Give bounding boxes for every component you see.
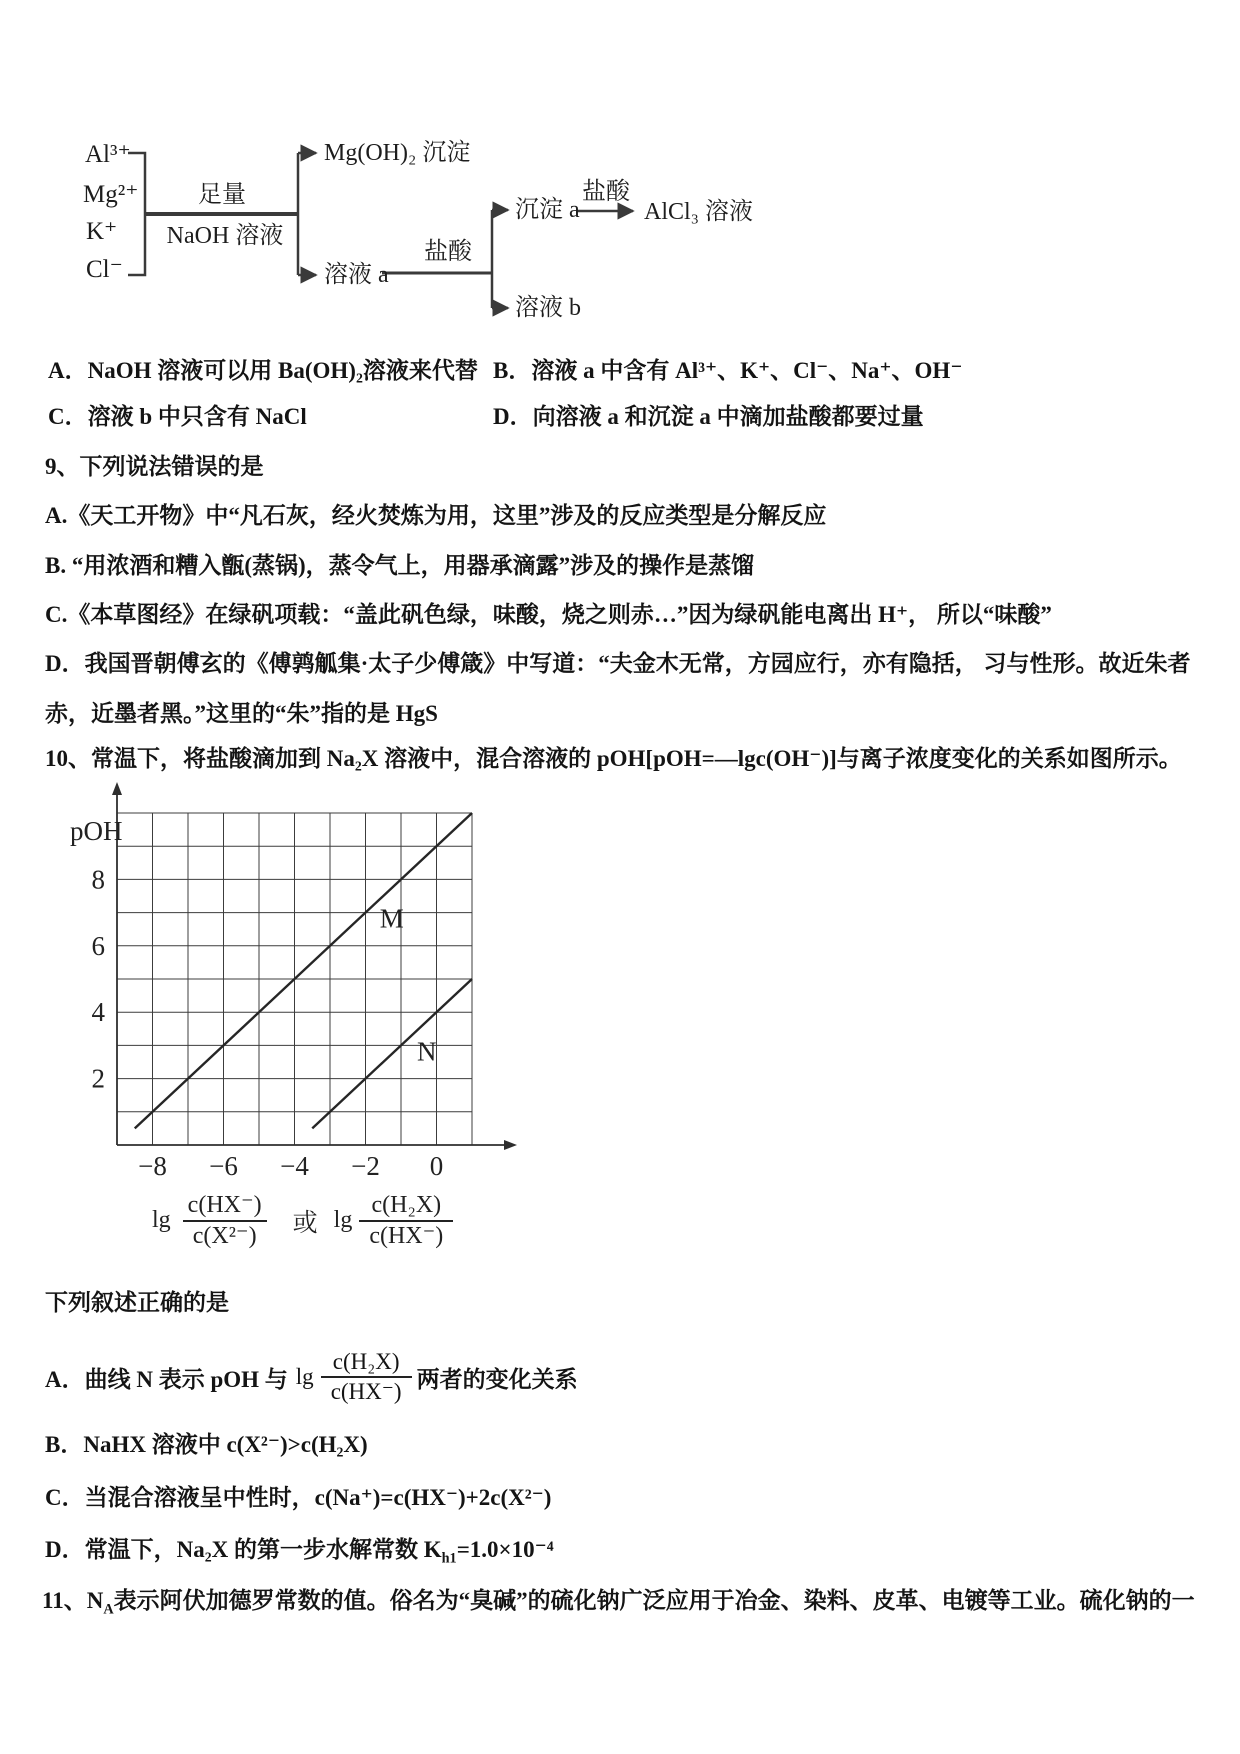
y-tick-label: 8 — [91, 864, 105, 895]
q10-option-d-pre: D．常温下，Na₂X 的第一步水解常数 K — [45, 1537, 442, 1562]
flowchart-figure — [60, 115, 820, 340]
fraction-hx-x2 — [178, 1192, 272, 1250]
ion-al: Al³⁺ — [85, 141, 131, 168]
q8-option-b: B．溶液 a 中含有 Al³⁺、K⁺、Cl⁻、Na⁺、OH⁻ — [493, 358, 963, 383]
x-tick-label: −6 — [209, 1151, 238, 1178]
y-tick-label: 4 — [91, 997, 105, 1028]
q9-stem: 9、下列说法错误的是 — [45, 454, 264, 479]
fraction-denominator: c(HX⁻) — [321, 1376, 412, 1405]
q9-option-a: A.《天工开物》中“凡石灰，经火焚炼为用，这里”涉及的反应类型是分解反应 — [45, 503, 827, 528]
fraction-denominator: c(HX⁻) — [359, 1220, 453, 1250]
y-axis-arrow — [112, 782, 122, 795]
q11-stem-pre: 11、N — [42, 1588, 104, 1613]
or-word: 或 — [292, 1209, 318, 1237]
x-axis-arrow — [504, 1140, 517, 1150]
label-naoh-solution: NaOH 溶液 — [166, 223, 284, 249]
q11-stem-sub: A — [103, 1601, 114, 1618]
lg-symbol-1: lg — [152, 1207, 171, 1234]
ion-bracket — [128, 153, 145, 275]
q8-option-d: D．向溶液 a 和沉淀 a 中滴加盐酸都要过量 — [493, 404, 924, 429]
x-tick-label: −8 — [138, 1151, 167, 1178]
series-label-M: M — [379, 903, 404, 934]
q10-option-d-sub: h1 — [441, 1550, 457, 1567]
q10-option-a — [45, 1334, 578, 1420]
q10-option-d-post: =1.0×10⁻⁴ — [456, 1537, 554, 1562]
fraction-h2x-hx — [321, 1349, 412, 1405]
fraction-h2x-hx — [359, 1192, 453, 1250]
q10-statement: 下列叙述正确的是 — [45, 1290, 229, 1315]
series-line-N — [312, 979, 472, 1128]
q10-option-a-pre: A．曲线 N 表示 pOH 与 — [45, 1366, 288, 1392]
q9-option-d-line1: D．我国晋朝傅玄的《傅鹑觚集·太子少傅箴》中写道：“夫金木无常，方园应行，亦有隐括， 习与性形。故近朱者 — [45, 651, 1191, 676]
ion-k: K⁺ — [86, 218, 118, 245]
x-tick-label: 0 — [429, 1151, 444, 1178]
fraction-numerator: c(HX⁻) — [187, 1192, 262, 1218]
q10-option-b: B．NaHX 溶液中 c(X²⁻)>c(H₂X) — [45, 1432, 368, 1457]
label-hcl-2: 盐酸 — [582, 179, 630, 205]
q8-option-c: C．溶液 b 中只含有 NaCl — [48, 404, 307, 429]
ion-mg: Mg²⁺ — [83, 181, 139, 208]
label-excess: 足量 — [198, 182, 246, 208]
q8-option-a: A．NaOH 溶液可以用 Ba(OH)₂溶液来代替 — [48, 358, 478, 383]
label-precipitate-a: 沉淀 a — [515, 197, 580, 223]
label-solution-b: 溶液 b — [515, 295, 581, 321]
q10-option-a-post: 两者的变化关系 — [416, 1366, 578, 1392]
y-tick-label: 2 — [91, 1063, 105, 1094]
poh-vs-lg-ratio-chart — [66, 778, 586, 1178]
series-label-N: N — [416, 1036, 437, 1067]
lg-symbol: lg — [295, 1364, 314, 1389]
q10-option-c: C．当混合溶液呈中性时，c(Na⁺)=c(HX⁻)+2c(X²⁻) — [45, 1485, 552, 1510]
y-axis-title: pOH — [70, 816, 123, 846]
axes — [112, 782, 517, 1150]
q9-option-c: C.《本草图经》在绿矾项载：“盖此矾色绿，味酸，烧之则赤…”因为绿矾能电离出 H⁺， 所以“味酸” — [45, 602, 1052, 627]
x-tick-label: −2 — [351, 1151, 380, 1178]
ion-cl: Cl⁻ — [86, 256, 123, 283]
fraction-denominator: c(X²⁻) — [183, 1220, 267, 1250]
series-line-M — [135, 813, 472, 1128]
q9-option-b: B. “用浓酒和糟入甑(蒸锅)，蒸令气上，用器承滴露”涉及的操作是蒸馏 — [45, 553, 755, 578]
y-tick-label: 6 — [91, 930, 105, 961]
q10-stem: 10、常温下，将盐酸滴加到 Na₂X 溶液中，混合溶液的 pOH[pOH=—lgc(OH⁻)]与离子浓度变化的关系如图所示。 — [45, 746, 1182, 771]
label-mgoh2-precipitate: Mg(OH)₂ 沉淀 — [324, 140, 471, 166]
chart-xaxis-label — [152, 1192, 458, 1250]
q9-option-d-line2: 赤，近墨者黑。”这里的“朱”指的是 HgS — [45, 701, 438, 726]
fraction-numerator: c(H₂X) — [371, 1192, 442, 1218]
label-solution-a: 溶液 a — [324, 262, 389, 288]
x-tick-label: −4 — [280, 1151, 309, 1178]
q11-stem-post: 表示阿伏加德罗常数的值。俗名为“臭碱”的硫化钠广泛应用于冶金、染料、皮革、电镀等工业。硫化钠的一 — [113, 1588, 1195, 1613]
fraction-numerator: c(H₂X) — [332, 1349, 400, 1375]
q11-stem — [42, 1586, 1195, 1616]
label-hcl-1: 盐酸 — [424, 239, 472, 265]
label-alcl3-solution: AlCl₃ 溶液 — [644, 199, 754, 225]
lg-symbol-2: lg — [333, 1207, 353, 1234]
q10-option-d — [45, 1535, 554, 1565]
